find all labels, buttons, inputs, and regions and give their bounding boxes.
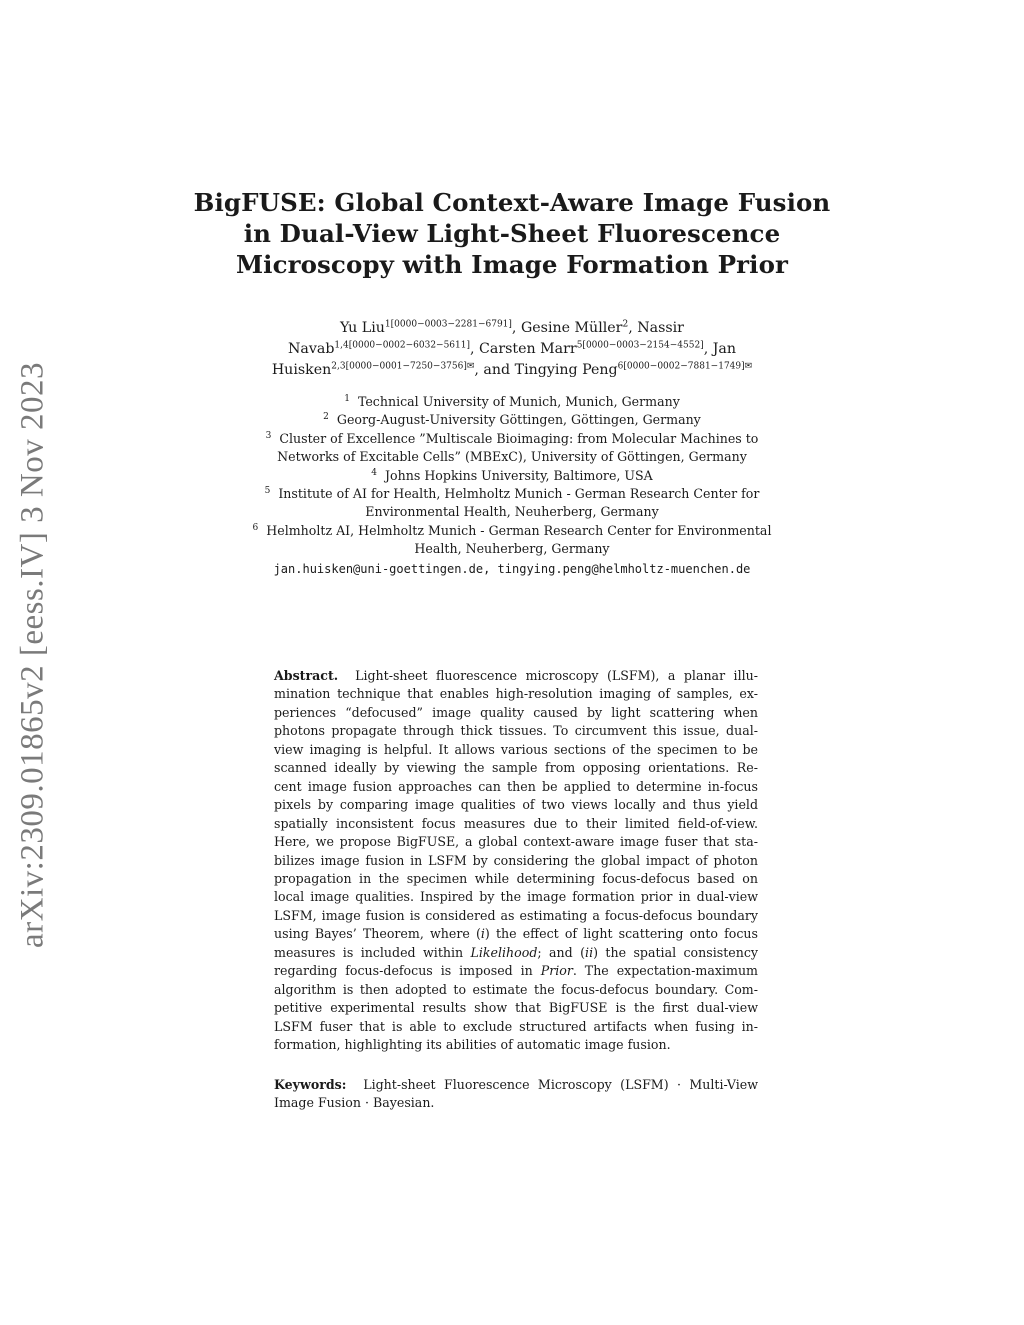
author-name: , Jan [703, 341, 737, 357]
affiliation-number: 2 [323, 412, 329, 423]
title-line: Microscopy with Image Formation Prior [235, 250, 789, 279]
author-affil-orcid: 6[0000−0002−7881−1749]✉ [617, 361, 753, 372]
affiliation-item [0, 467, 1024, 485]
affiliation-list [0, 393, 1024, 578]
affiliation-text: Helmholtz AI, Helmholtz Munich - German Research Center for Environmental [266, 522, 772, 538]
abstract-line [274, 925, 758, 943]
abstract-line: propagation in the specimen while determining focus-defocus based on [274, 870, 758, 886]
abstract-text: measures is included within [274, 944, 471, 960]
keywords-line [274, 1076, 758, 1094]
abstract-line: petitive experimental results show that BigFUSE is the first dual-view [274, 1000, 758, 1016]
abstract-line: cent image fusion approaches can then be applied to determine in-focus [274, 778, 758, 794]
abstract-text: ) the effect of light scattering onto focus [484, 926, 758, 942]
affiliation-item [0, 411, 1024, 429]
abstract-line: local image qualities. Inspired by the image formation prior in dual-view [274, 889, 758, 905]
abstract-line [274, 667, 758, 685]
affiliation-text-cont: Health, Neuherberg, Germany [414, 541, 610, 557]
author-affil-orcid: 1[0000−0003−2281−6791] [384, 319, 512, 330]
abstract-line: periences “defocused” image quality caused by light scattering when [274, 704, 758, 720]
affiliation-text-cont: Environmental Health, Neuherberg, Germany [365, 504, 659, 520]
abstract-line: bilizes image fusion in LSFM by considering the global impact of photon [274, 852, 758, 868]
enum-ii: ii [585, 944, 594, 960]
enum-i: i [480, 926, 485, 942]
abstract-line: algorithm is then adopted to estimate the focus-defocus boundary. Com- [274, 981, 758, 997]
paper-title [0, 187, 1024, 280]
abstract-line: view imaging is helpful. It allows various sections of the specimen to be [274, 741, 758, 757]
author-line [0, 318, 1024, 339]
term-prior: Prior [540, 963, 573, 979]
affiliation-item [0, 485, 1024, 503]
abstract-text: Light-sheet fluorescence microscopy (LSFM), a planar illu- [355, 668, 758, 683]
author-list [0, 318, 1024, 381]
abstract-line: LSFM fuser that is able to exclude structured artifacts when fusing in- [274, 1018, 758, 1034]
affiliation-number: 5 [264, 485, 271, 496]
abstract-text: ) the spatial consistency [593, 944, 758, 960]
affiliation-text: Georg-August-University Göttingen, Göttingen, Germany [336, 412, 701, 428]
affiliation-number: 4 [371, 467, 377, 478]
abstract-line: Here, we propose BigFUSE, a global context-aware image fuser that sta- [274, 834, 758, 850]
keywords-label: Keywords: [274, 1077, 347, 1092]
affiliation-text: Cluster of Excellence ”Multiscale Bioimaging: from Molecular Machines to [279, 430, 759, 446]
abstract [274, 667, 758, 1055]
abstract-line: spatially inconsistent focus measures due to their limited field-of-view. [274, 815, 758, 831]
affiliation-text: Technical University of Munich, Munich, Germany [357, 394, 680, 409]
title-line: in Dual-View Light-Sheet Fluorescence [243, 219, 781, 248]
abstract-text: ; and ( [537, 944, 586, 960]
affiliation-text-cont: Networks of Excitable Cells” (MBExC), University of Göttingen, Germany [277, 449, 747, 465]
abstract-text: using Bayes’ Theorem, where ( [274, 926, 481, 942]
title-line: BigFUSE: Global Context-Aware Image Fusion [193, 188, 831, 217]
affiliation-text: Johns Hopkins University, Baltimore, USA [385, 467, 653, 483]
affiliation-item [0, 522, 1024, 540]
author-name: , Carsten Marr [470, 341, 577, 357]
abstract-line: mination technique that enables high-resolution imaging of samples, ex- [274, 686, 758, 702]
author-affil-orcid: 5[0000−0003−2154−4552] [576, 340, 704, 351]
keywords-text: Light-sheet Fluorescence Microscopy (LSFM) · Multi-View [363, 1077, 758, 1092]
author-affil-orcid: 2,3[0000−0001−7250−3756]✉ [331, 361, 475, 372]
abstract-text: regarding focus-defocus is imposed in [274, 963, 541, 979]
abstract-line [274, 962, 758, 980]
author-affil: 2 [622, 319, 629, 330]
abstract-line [274, 944, 758, 962]
contact-emails: jan.huisken@uni-goettingen.de, tingying.peng@helmholtz-muenchen.de [273, 561, 751, 576]
affiliation-item [0, 393, 1024, 411]
abstract-line: pixels by comparing image qualities of two views locally and thus yield [274, 797, 758, 813]
affiliation-item [0, 430, 1024, 448]
author-name: Yu Liu [340, 320, 385, 336]
author-name: , and Tingying Peng [474, 362, 618, 378]
author-name: Navab [287, 341, 335, 357]
abstract-line: LSFM, image fusion is considered as estimating a focus-defocus boundary [274, 907, 758, 923]
affiliation-number: 3 [265, 430, 272, 441]
author-line [0, 339, 1024, 360]
abstract-line: scanned ideally by viewing the sample from opposing orientations. Re- [274, 760, 758, 776]
arxiv-side-stamp: arXiv:2309.01865v2 [eess.IV] 3 Nov 2023 [14, 362, 51, 948]
affiliation-text: Institute of AI for Health, Helmholtz Munich - German Research Center for [278, 486, 760, 502]
term-likelihood: Likelihood [470, 944, 538, 960]
abstract-line: photons propagate through thick tissues. To circumvent this issue, dual- [274, 723, 758, 739]
affiliation-number: 1 [344, 393, 350, 404]
abstract-text: . The expectation-maximum [572, 963, 758, 979]
author-name: , Gesine Müller [511, 320, 623, 336]
author-name: Huisken [271, 362, 332, 378]
abstract-line: formation, highlighting its abilities of automatic image fusion. [274, 1037, 671, 1053]
author-affil-orcid: 1,4[0000−0002−6032−5611] [334, 340, 470, 351]
keywords-line: Image Fusion · Bayesian. [274, 1095, 435, 1111]
affiliation-number: 6 [252, 522, 259, 533]
keywords [274, 1076, 758, 1113]
author-line [0, 360, 1024, 381]
author-name: , Nassir [628, 320, 684, 336]
abstract-label: Abstract. [274, 668, 339, 683]
